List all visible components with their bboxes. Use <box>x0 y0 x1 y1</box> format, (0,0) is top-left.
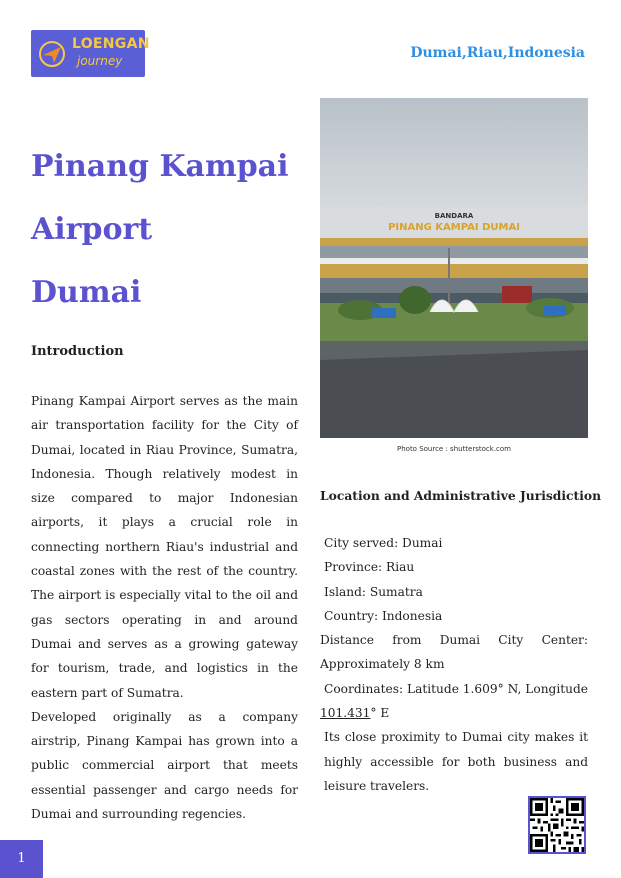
logo-text-sub: journey <box>77 54 123 68</box>
island: Island: Sumatra <box>324 584 423 599</box>
distance-line-1: Distance from Dumai City Center: <box>320 633 588 648</box>
qr-code-icon <box>530 798 584 852</box>
location-details <box>320 531 588 798</box>
title-line: Dumai <box>31 275 142 310</box>
page-number: 1 <box>0 840 43 878</box>
photo-caption: Photo Source : shutterstock.com <box>397 445 511 453</box>
introduction-heading: Introduction <box>31 344 124 359</box>
location-header: Dumai,Riau,Indonesia <box>410 45 585 61</box>
sign-top-text: BANDARA <box>434 212 474 220</box>
longitude-value: 101.431 <box>320 706 371 721</box>
intro-paragraph: Pinang Kampai Airport serves as the main air transportation facility for the City of Dumai, located in Riau Province, Sumatra, Indonesia. Though relatively modest in size compared to major Indonesian airports, it plays a crucial role in connecting northern Riau's industrial and coastal zones with the rest of the country. The airport is especially vital to the oil and gas sectors operating in and around Dumai and serves as a growing gateway for tourism, trade, and logistics in the eastern part of Sumatra. <box>31 394 298 700</box>
plane-icon <box>37 39 67 69</box>
brand-logo <box>31 30 150 77</box>
introduction-body <box>31 389 298 826</box>
coordinates-line-1: Coordinates: Latitude 1.609° N, Longitude <box>324 681 589 696</box>
title-line: Pinang Kampai <box>31 149 289 184</box>
longitude-suffix: ° E <box>370 706 390 721</box>
country: Country: Indonesia <box>324 608 443 623</box>
airport-photo <box>320 98 588 438</box>
logo-text-main: LOENGAN <box>72 36 150 52</box>
title-line: Airport <box>31 212 153 247</box>
page-title <box>31 135 311 324</box>
intro-paragraph: Developed originally as a company airstrip, Pinang Kampai has grown into a public commercial airport that meets essential passenger and cargo needs for Dumai and surrounding regencies. <box>31 709 298 822</box>
province: Province: Riau <box>324 560 415 575</box>
sign-main-text: PINANG KAMPAI DUMAI <box>388 222 520 233</box>
access-text: Its close proximity to Dumai city makes it highly accessible for both business and leisure travelers. <box>324 730 588 793</box>
qr-code[interactable] <box>528 796 586 854</box>
distance-line-2: Approximately 8 km <box>320 657 445 672</box>
city-served: City served: Dumai <box>324 536 443 550</box>
location-heading: Location and Administrative Jurisdiction <box>320 488 602 503</box>
airport-terminal-image <box>320 98 588 438</box>
coordinates-line-2 <box>320 701 588 725</box>
